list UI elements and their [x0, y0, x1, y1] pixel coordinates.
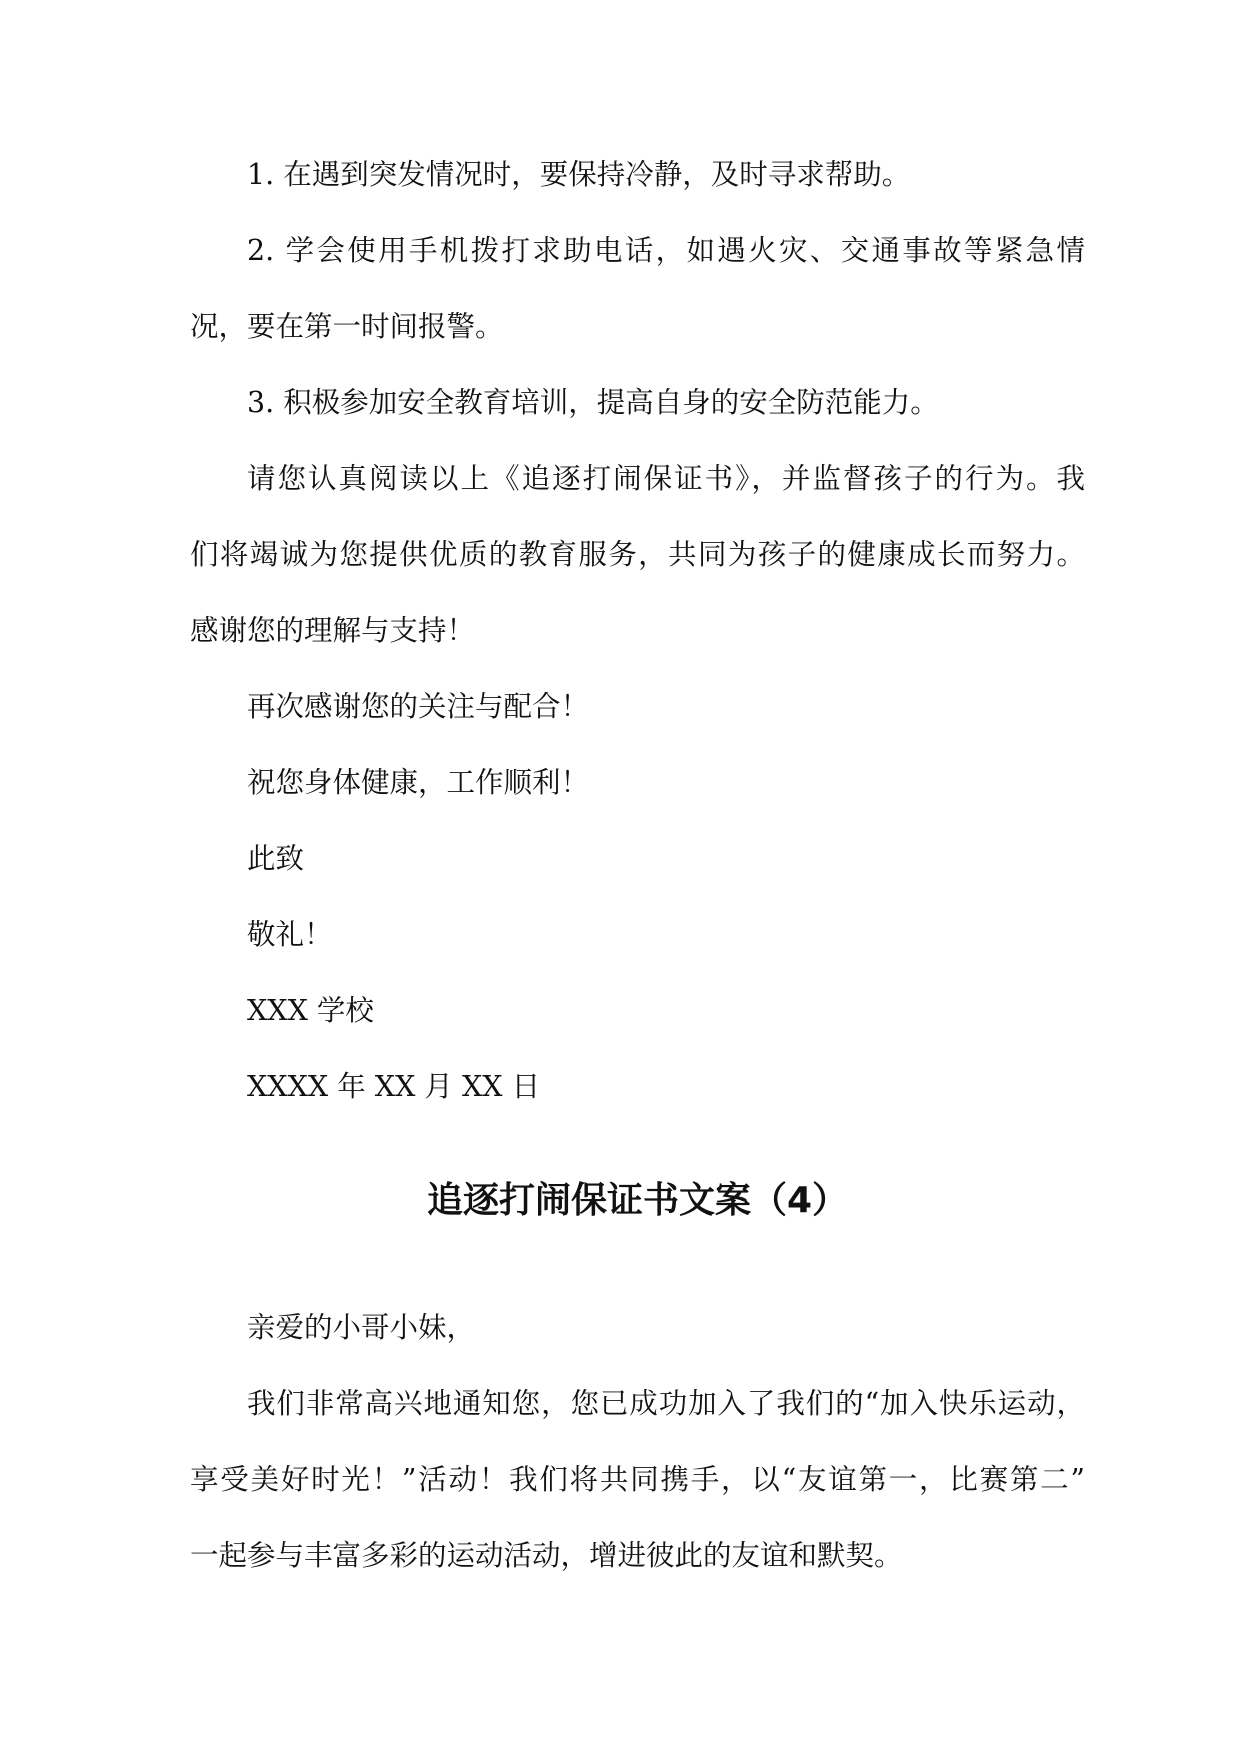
text-line: 此致 — [247, 842, 305, 875]
list-item-2 — [190, 213, 1085, 365]
text-line: 2. 学会使用手机拨打求助电话，如遇火灾、交通事故等紧急情 — [247, 234, 1085, 267]
text-line: 亲爱的小哥小妹， — [247, 1311, 476, 1344]
text-line: XXXX 年 XX 月 XX 日 — [247, 1070, 541, 1103]
text-line: 请您认真阅读以上《追逐打闹保证书》，并监督孩子的行为。我 — [247, 462, 1085, 495]
list-item-3 — [190, 365, 1085, 441]
text-line: 我们非常高兴地通知您，您已成功加入了我们的“加入快乐运动， — [247, 1387, 1085, 1420]
letter-section-4 — [190, 1290, 1085, 1594]
text-line: 感谢您的理解与支持！ — [190, 614, 476, 647]
closing-salutation — [190, 821, 1085, 897]
text-line: 敬礼！ — [247, 918, 333, 951]
text-line: 一起参与丰富多彩的运动活动，增进彼此的友谊和默契。 — [190, 1539, 903, 1572]
signature-school — [190, 973, 1085, 1049]
document-content — [190, 137, 1085, 1594]
list-item-1 — [190, 137, 1085, 213]
text-line: 们将竭诚为您提供优质的教育服务，共同为孩子的健康成长而努力。 — [190, 538, 1085, 571]
closing-regards — [190, 897, 1085, 973]
thanks-paragraph — [190, 669, 1085, 745]
text-line: 1. 在遇到突发情况时，要保持冷静，及时寻求帮助。 — [247, 158, 911, 191]
text-line: 祝您身体健康，工作顺利！ — [247, 766, 590, 799]
text-line: 况，要在第一时间报警。 — [190, 310, 504, 343]
text-line: 3. 积极参加安全教育培训，提高自身的安全防范能力。 — [247, 386, 939, 419]
signature-date — [190, 1049, 1085, 1125]
wishes-paragraph — [190, 745, 1085, 821]
body-paragraph — [190, 1366, 1085, 1594]
greeting — [190, 1290, 1085, 1366]
text-line: XXX 学校 — [247, 994, 374, 1027]
body-paragraph — [190, 441, 1085, 669]
text-line: 再次感谢您的关注与配合！ — [247, 690, 590, 723]
section-title: 追逐打闹保证书文案（4） — [426, 1180, 849, 1221]
text-line: 享受美好时光！”活动！我们将共同携手，以“友谊第一，比赛第二” — [190, 1463, 1085, 1496]
letter-section-3 — [190, 137, 1085, 1125]
